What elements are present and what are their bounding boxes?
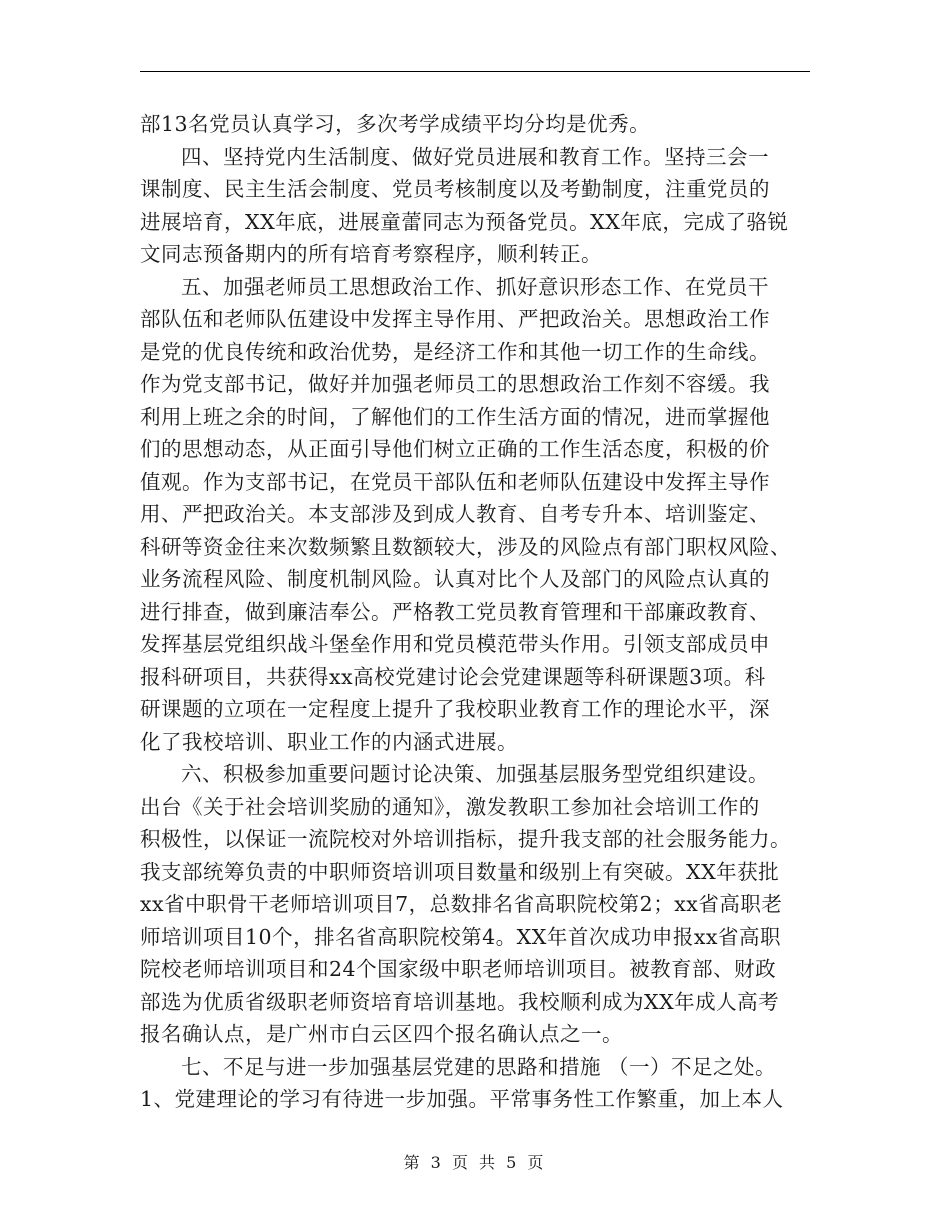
text-line: 四、坚持党内生活制度、做好党员进展和教育工作。坚持三会一 <box>181 144 769 169</box>
text-line: 业务流程风险、制度机制风险。认真对比个人及部门的风险点认真的 <box>140 567 770 591</box>
text-line: 积极性，以保证一流院校对外培训指标，提升我支部的社会服务能力。 <box>140 827 791 851</box>
text-line: 是党的优良传统和政治优势，是经济工作和其他一切工作的生命线。 <box>140 339 770 364</box>
text-line: 六、积极参加重要问题讨论决策、加强基层服务型党组织建设。 <box>181 762 769 786</box>
text-line: 利用上班之余的时间，了解他们的工作生活方面的情况，进而掌握他 <box>140 404 770 429</box>
text-line: 部13名党员认真学习，多次考学成绩平均分均是优秀。 <box>140 112 651 136</box>
text-line: 发挥基层党组织战斗堡垒作用和党员模范带头作用。引领支部成员申 <box>140 632 770 656</box>
text-line: 部选为优质省级职老师资培育培训基地。我校顺利成为XX年成人高考 <box>140 989 780 1014</box>
text-line: 科研等资金往来次数频繁且数额较大，涉及的风险点有部门职权风险、 <box>140 534 791 559</box>
header-rule <box>140 71 810 72</box>
text-line: 们的思想动态，从正面引导他们树立正确的工作生活态度，积极的价 <box>140 437 770 461</box>
document-body <box>140 108 812 1116</box>
text-line: 化了我校培训、职业工作的内涵式进展。 <box>140 729 518 754</box>
page-footer: 第 3 页 共 5 页 <box>403 1153 547 1172</box>
text-line: 报科研项目，共获得xx高校党建讨论会党建课题等科研课题3项。科 <box>140 664 766 689</box>
text-line: 1、党建理论的学习有待进一步加强。平常事务性工作繁重，加上本人 <box>140 1087 784 1111</box>
text-line: 我支部统筹负责的中职师资培训项目数量和级别上有突破。XX年获批 <box>140 859 780 884</box>
text-line: 五、加强老师员工思想政治工作、抓好意识形态工作、在党员干 <box>181 274 769 299</box>
text-line: 值观。作为支部书记，在党员干部队伍和老师队伍建设中发挥主导作 <box>140 469 770 494</box>
text-line: 文同志预备期内的所有培育考察程序，顺利转正。 <box>140 242 602 266</box>
text-line: 师培训项目10个，排名省高职院校第4。XX年首次成功申报xx省高职 <box>140 924 781 949</box>
text-line: 报名确认点，是广州市白云区四个报名确认点之一。 <box>140 1022 623 1046</box>
text-line: xx省中职骨干老师培训项目7，总数排名省高职院校第2；xx省高职老 <box>140 892 783 916</box>
text-line: 七、不足与进一步加强基层党建的思路和措施 （一）不足之处。 <box>181 1054 777 1079</box>
text-line: 进展培育，XX年底，进展童蕾同志为预备党员。XX年底，完成了骆锐 <box>140 209 789 234</box>
text-line: 用、严把政治关。本支部涉及到成人教育、自考专升本、培训鉴定、 <box>140 502 770 526</box>
text-line: 院校老师培训项目和24个国家级中职老师培训项目。被教育部、财政 <box>140 957 777 981</box>
text-line: 课制度、民主生活会制度、党员考核制度以及考勤制度，注重党员的 <box>140 177 770 201</box>
text-line: 进行排查，做到廉洁奉公。严格教工党员教育管理和干部廉政教育、 <box>140 599 770 624</box>
text-line: 出台《关于社会培训奖励的通知》，激发教职工参加社会培训工作的 <box>140 794 760 819</box>
text-line: 部队伍和老师队伍建设中发挥主导作用、严把政治关。思想政治工作 <box>140 307 770 331</box>
text-line: 作为党支部书记，做好并加强老师员工的思想政治工作刻不容缓。我 <box>140 372 770 396</box>
text-line: 研课题的立项在一定程度上提升了我校职业教育工作的理论水平，深 <box>140 697 770 721</box>
